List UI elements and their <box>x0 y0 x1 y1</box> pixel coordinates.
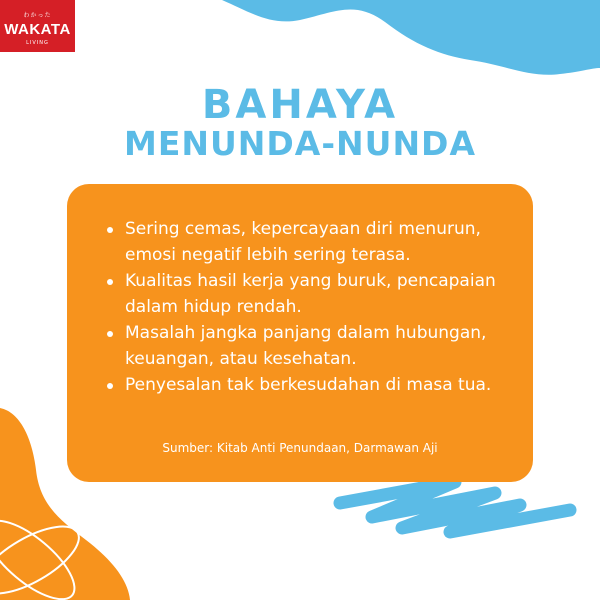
list-item-text: Penyesalan tak berkesudahan di masa tua. <box>125 375 492 395</box>
bullet-dot-icon <box>107 331 113 337</box>
list-item <box>105 372 530 398</box>
logo-subtitle: LIVING <box>26 40 49 46</box>
blue-brush-scribble <box>340 482 570 532</box>
top-right-blue-wave <box>222 0 600 75</box>
list-item <box>105 268 530 320</box>
list-item <box>105 216 530 268</box>
bullet-list <box>105 216 530 398</box>
logo-japanese-text: わかった <box>23 12 52 19</box>
logo-wordmark: WAKATA <box>4 21 71 38</box>
bullet-dot-icon <box>107 227 113 233</box>
list-item <box>105 320 530 372</box>
title-line-2: MENUNDA-NUNDA <box>123 124 476 163</box>
title-line-1: BAHAYA <box>201 82 399 128</box>
list-item-text: Sering cemas, kepercayaan diri menurun, emosi negatif lebih sering terasa. <box>125 219 481 265</box>
wakata-logo <box>0 0 75 52</box>
bullet-dot-icon <box>107 383 113 389</box>
list-item-text: Kualitas hasil kerja yang buruk, pencapaian dalam hidup rendah. <box>125 271 496 317</box>
list-item-text: Masalah jangka panjang dalam hubungan, keuangan, atau kesehatan. <box>125 323 487 369</box>
bullet-dot-icon <box>107 279 113 285</box>
source-citation: Sumber: Kitab Anti Penundaan, Darmawan Aji <box>162 441 438 455</box>
